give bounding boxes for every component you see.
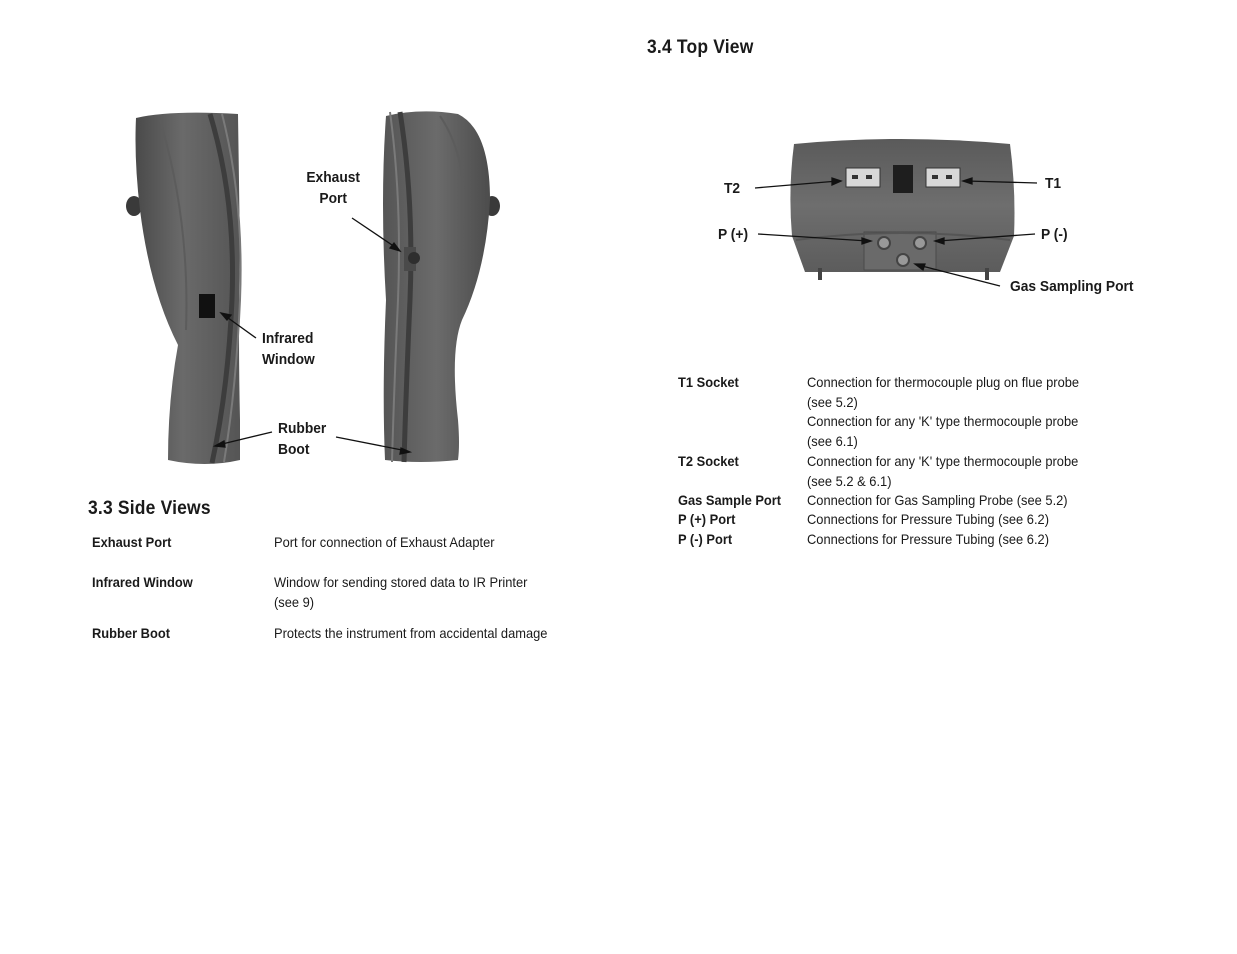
desc-line: Connection for any 'K' type thermocouple probe bbox=[807, 413, 1079, 429]
desc-gas-sample-port bbox=[807, 491, 1068, 511]
term-t2-socket: T2 Socket bbox=[678, 453, 739, 469]
desc-line: Connection for thermocouple plug on flue probe bbox=[807, 374, 1080, 390]
callout-infrared-window bbox=[262, 328, 315, 370]
desc-line: (see 5.2 & 6.1) bbox=[807, 472, 892, 489]
desc-exhaust-port bbox=[274, 533, 495, 553]
side-view-right-illustration bbox=[383, 111, 500, 462]
side-view-left-illustration bbox=[126, 113, 241, 464]
callout-p-plus: P (+) bbox=[718, 226, 749, 243]
top-view-illustration bbox=[790, 139, 1014, 280]
term-p-minus-port: P (-) Port bbox=[678, 531, 733, 547]
callout-p-minus: P (-) bbox=[1041, 226, 1068, 243]
callout-text: Infrared bbox=[262, 330, 314, 347]
callout-text: Rubber bbox=[278, 420, 327, 437]
desc-line: Connection for any 'K' type thermocouple probe bbox=[807, 453, 1079, 469]
callout-text: Port bbox=[319, 190, 347, 207]
section-heading-top-view: 3.4 Top View bbox=[647, 37, 754, 58]
callout-text: Exhaust bbox=[306, 169, 361, 186]
desc-line: Protects the instrument from accidental damage bbox=[274, 625, 548, 641]
term-exhaust-port: Exhaust Port bbox=[92, 534, 172, 550]
desc-line: Connection for Gas Sampling Probe (see 5.2) bbox=[807, 492, 1068, 508]
term-rubber-boot: Rubber Boot bbox=[92, 625, 170, 641]
desc-line: Connections for Pressure Tubing (see 6.2) bbox=[807, 531, 1049, 547]
callout-t1: T1 bbox=[1045, 175, 1062, 192]
term-t1-socket: T1 Socket bbox=[678, 374, 739, 390]
desc-line: Connections for Pressure Tubing (see 6.2) bbox=[807, 511, 1049, 527]
term-p-plus-port: P (+) Port bbox=[678, 511, 736, 527]
section-heading-side-views: 3.3 Side Views bbox=[88, 498, 211, 519]
desc-p-minus-port bbox=[807, 530, 1049, 550]
callout-gas-sampling-port: Gas Sampling Port bbox=[1010, 278, 1134, 295]
desc-infrared-window bbox=[274, 573, 527, 612]
callout-t2: T2 bbox=[724, 180, 741, 197]
term-gas-sample-port: Gas Sample Port bbox=[678, 492, 782, 508]
callout-text: Window bbox=[262, 351, 315, 368]
desc-p-plus-port bbox=[807, 510, 1049, 530]
callout-exhaust-port bbox=[301, 167, 365, 209]
term-infrared-window: Infrared Window bbox=[92, 574, 193, 590]
desc-t1-socket bbox=[807, 373, 1079, 451]
desc-t2-socket bbox=[807, 452, 1078, 491]
desc-line: (see 5.2) bbox=[807, 393, 858, 410]
desc-rubber-boot bbox=[274, 624, 547, 644]
callout-text: Boot bbox=[278, 441, 310, 458]
desc-line: (see 6.1) bbox=[807, 432, 858, 449]
desc-line: (see 9) bbox=[274, 593, 315, 610]
desc-line: Port for connection of Exhaust Adapter bbox=[274, 534, 495, 550]
callout-rubber-boot bbox=[278, 418, 326, 460]
desc-line: Window for sending stored data to IR Printer bbox=[274, 574, 528, 590]
